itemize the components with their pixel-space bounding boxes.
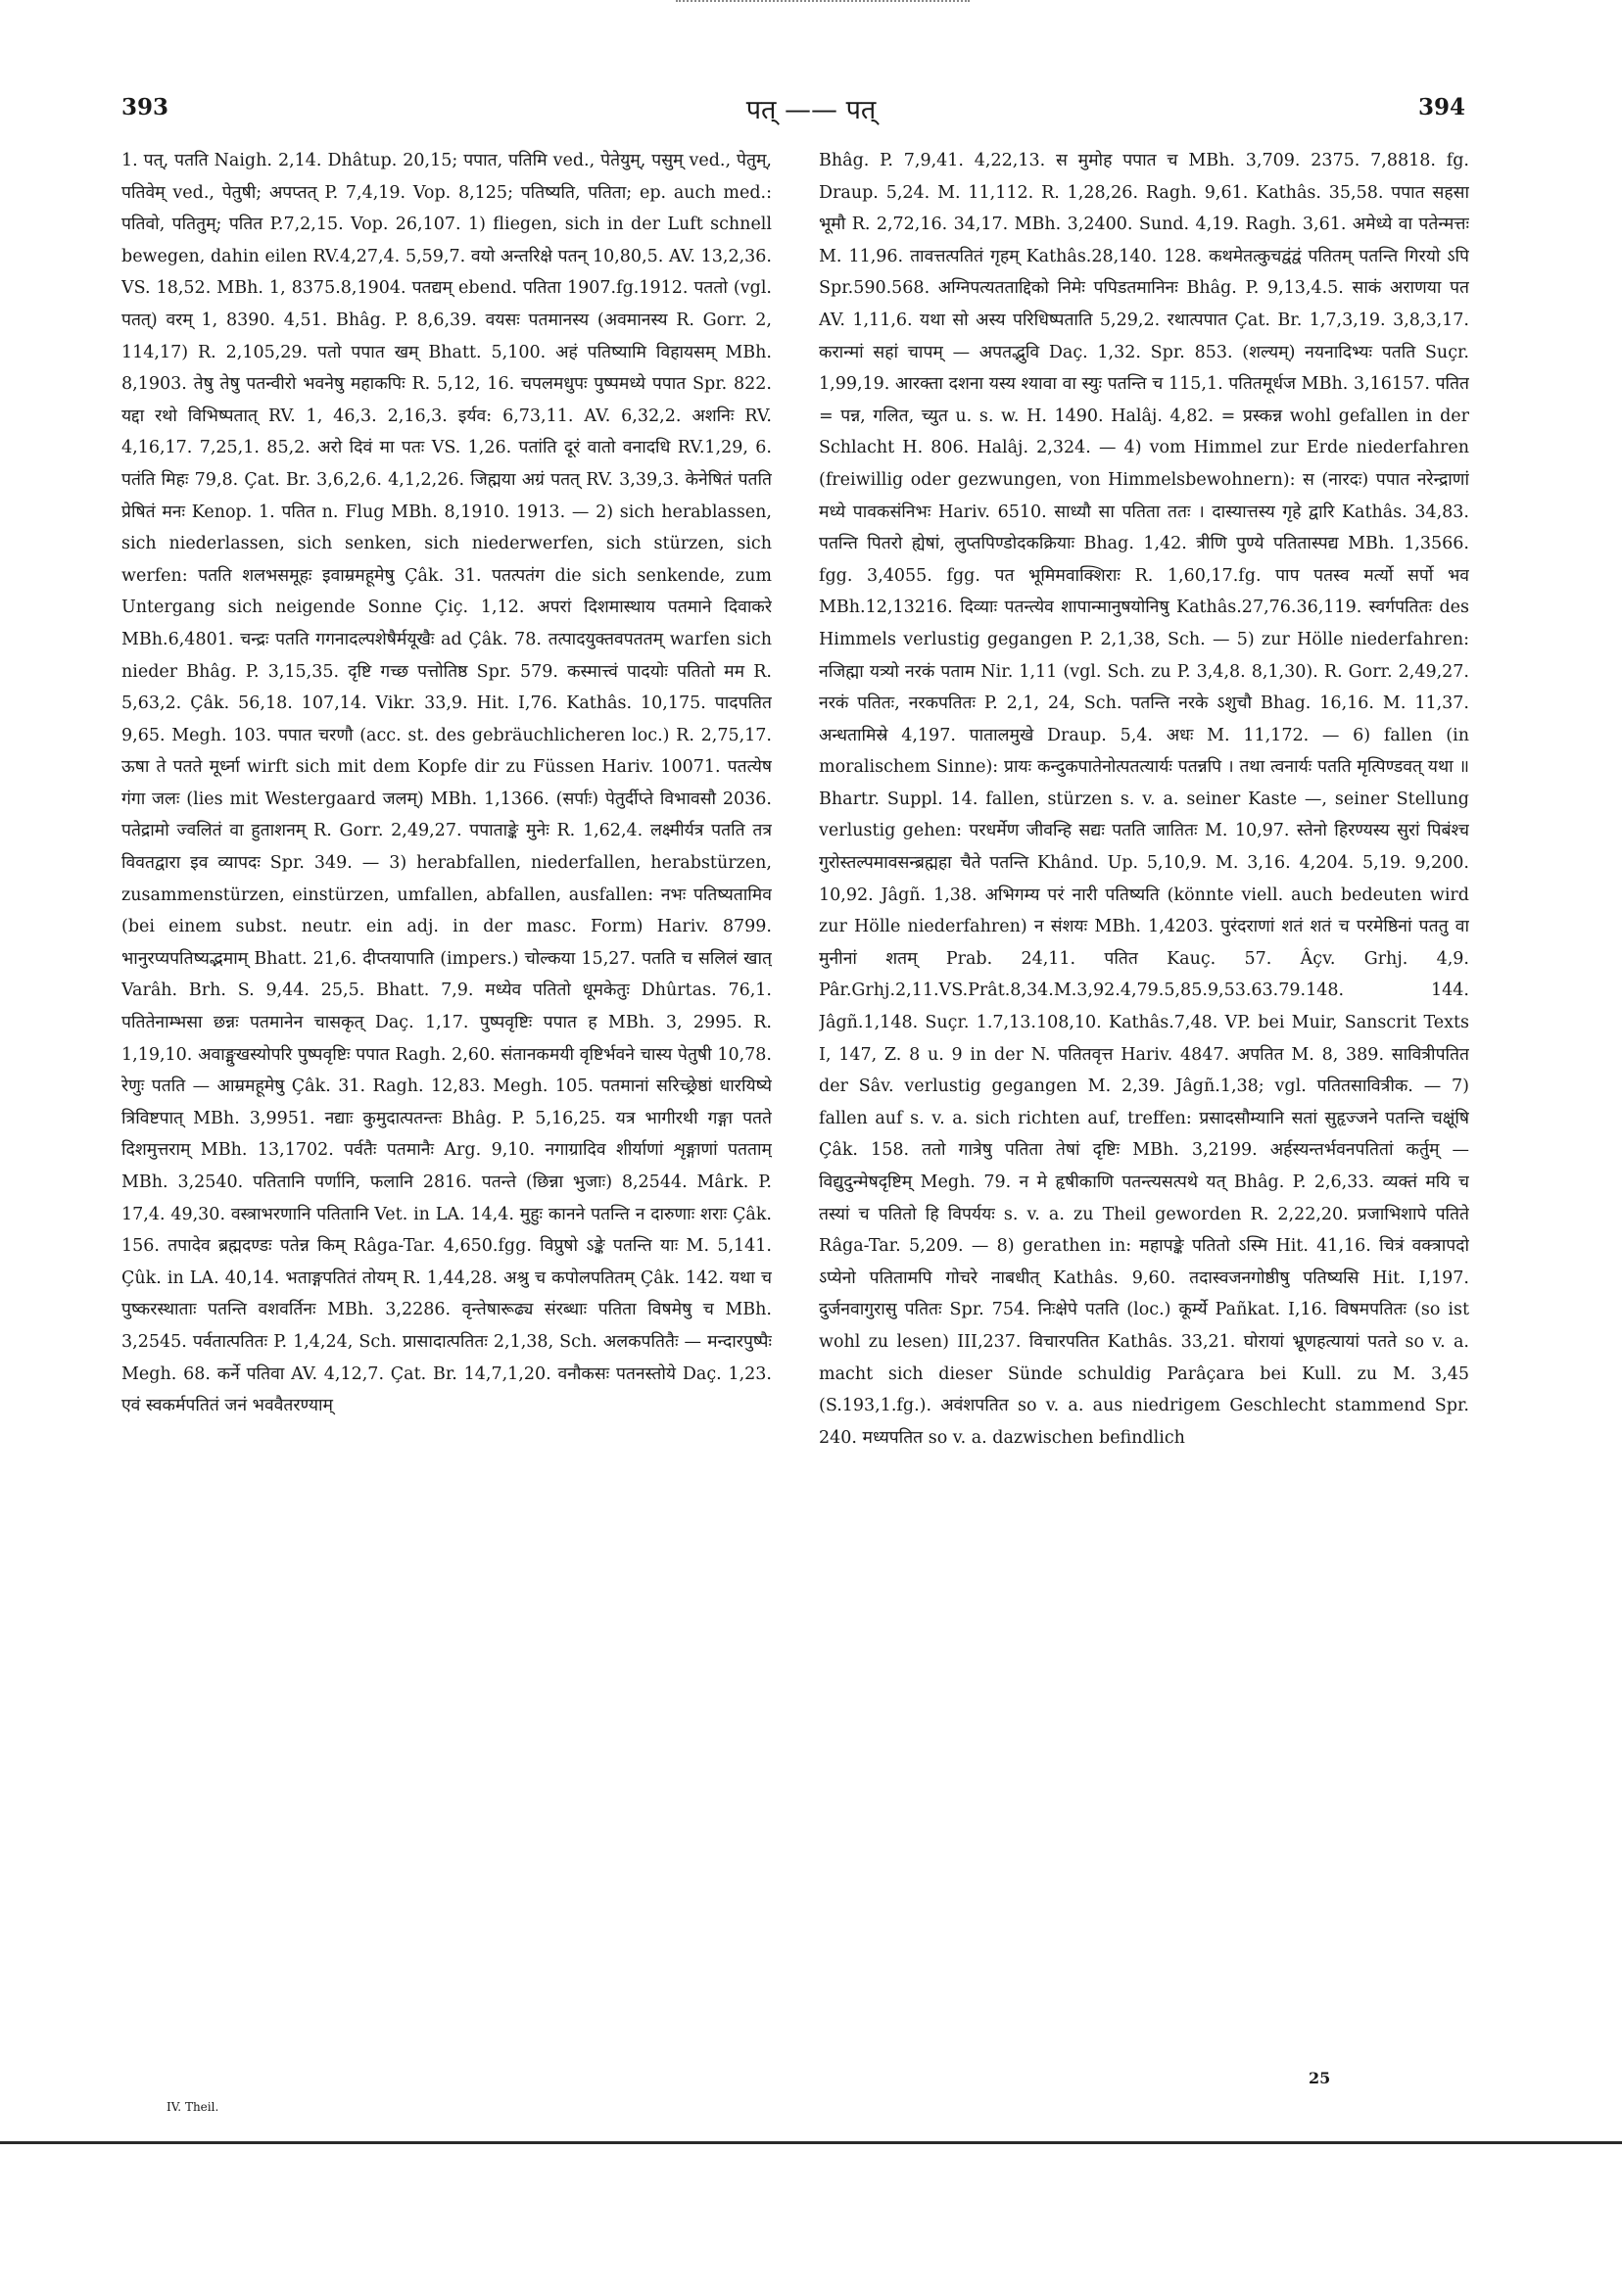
right-column <box>819 145 1469 2059</box>
top-edge-fragment <box>676 0 970 8</box>
right-page-number: 394 <box>1417 94 1465 120</box>
volume-note: IV. Theil. <box>167 2100 219 2114</box>
left-page-number: 393 <box>121 94 169 120</box>
signature-mark: 25 <box>1309 2069 1331 2087</box>
bottom-rule <box>0 2141 1622 2144</box>
running-head: पत् —— पत् <box>745 95 877 125</box>
left-column-text: 1. पत्, पतति Naigh. 2,14. Dhâtup. 20,15; पपात, पतिमि ved., पेतेयुम्, पसुम् ved., पेतुम्, पतिवेम् ved., पेतुषी; अपप्तत् P. 7,4,19. Vop. 8,125; पतिष्यति, पतिता; ep. auch med.: पतिवो, पतितुम्; पतित P.7,2,15. Vop. 26,107. 1) fliegen, sich in der Luft schnell bewegen, dahin eilen RV.4,27,4. 5,59,7. वयो अन्तरिक्षे पतन् 10,80,5. AV. 13,2,36. VS. 18,52. MBh. 1, 8375.8,1904. पतद्यम् ebend. पतिता 1907.fg.1912. पततो (vgl. पतत्) वरम् 1, 8390. 4,51. Bhâg. P. 8,6,39. वयसः पतमानस्य (अवमानस्य R. Gorr. 2, 114,17) R. 2,105,29. पतो पपात खम् Bhatt. 5,100. अहं पतिष्यामि विहायसम् MBh. 8,1903. तेषु तेषु पतन्वीरो भवनेषु महाकपिः R. 5,12, 16. चपलमधुपः पुष्पमध्ये पपात Spr. 822. यद्दा रथो विभिष्पतात् RV. 1, 46,3. 2,16,3. इर्यव: 6,73,11. AV. 6,32,2. अशनिः RV. 4,16,17. 7,25,1. 85,2. अरो दिवं मा पतः VS. 1,26. पतांति दूरं वातो वनादधि RV.1,29, 6. पतंति मिहः 79,8. Çat. Br. 3,6,2,6. 4,1,2,26. जिह्मया अग्रं पतत् RV. 3,39,3. केनेषितं पतति प्रेषितं मनः Kenop. 1. पतित n. Flug MBh. 8,1910. 1913. — 2) sich herablassen, sich niederlassen, sich senken, sich niederwerfen, sich stürzen, sich werfen: पतति शलभसमूहः इवाम्रमहूमेषु Çâk. 31. पतत्पतंग die sich senkende, zum Untergang sich neigende Sonne Çiç. 1,12. अपरां दिशमास्थाय पतमाने दिवाकरे MBh.6,4801. चन्द्रः पतति गगनादल्पशेषैर्मयूखैः ad Çâk. 78. तत्पादयुक्तवपततम् warfen sich nieder Bhâg. P. 3,15,35. दृष्टि गच्छ पत्तोतिष्ठ Spr. 579. कस्मात्त्वं पादयोः पतितो मम R. 5,63,2. Çâk. 56,18. 107,14. Vikr. 33,9. Hit. I,76. Kathâs. 10,175. पादपतित 9,65. Megh. 103. पपात चरणौ (acc. st. des gebräuchlicheren loc.) R. 2,75,17. ऊषा ते पतते मूर्ध्ना wirft sich mit dem Kopfe dir zu Füssen Hariv. 10071. पतत्येष गंगा जलः (lies mit Westergaard जलम्) MBh. 1,1366. (सर्पाः) पेतुर्दीप्ते विभावसौ 2036. पतेद्रामो ज्वलितं वा हुताशनम् R. Gorr. 2,49,27. पपाताङ्के मुनेः R. 1,62,4. लक्ष्मीर्यत्र पतति तत्र विवतद्वारा इव व्यापदः Spr. 349. — 3) herabfallen, niederfallen, herabstürzen, zusammenstürzen, einstürzen, umfallen, abfallen, ausfallen: नभः पतिष्यतामिव (bei einem subst. neutr. ein adj. in der masc. Form) Hariv. 8799. भानुरप्यपतिष्यद्भमाम् Bhatt. 21,6. दीप्तयापाति (impers.) चोल्कया 15,27. पतति च सलिलं खात् Varâh. Brh. S. 9,44. 25,5. Bhatt. 7,9. मध्येव पतितो धूमकेतुः Dhûrtas. 76,1. पतितेनाम्भसा छन्नः पतमानेन चासकृत् Daç. 1,17. पुष्पवृष्टिः पपात ह MBh. 3, 2995. R. 1,19,10. अवाङ्मुखस्योपरि पुष्पवृष्टिः पपात Ragh. 2,60. संतानकमयी वृष्टिर्भवने चास्य पेतुषी 10,78. रेणुः पतति — आम्रमहूमेषु Çâk. 31. Ragh. 12,83. Megh. 105. पतमानां सरिच्छ्रेष्ठां धारयिष्ये त्रिविष्टपात् MBh. 3,9951. नद्याः कुमुदात्पतन्तः Bhâg. P. 5,16,25. यत्र भागीरथी गङ्गा पतते दिशमुत्तराम् MBh. 13,1702. पर्वतैः पतमानैः Arg. 9,10. नगाग्रादिव शीर्याणां शृङ्गाणां पतताम् MBh. 3,2540. पतितानि पर्णानि, फलानि 2816. पतन्ते (छिन्ना भुजाः) 8,2544. Mârk. P. 17,4. 49,30. वस्त्राभरणानि पतितानि Vet. in LA. 14,4. मुहुः कानने पतन्ति न दारुणाः शराः Çâk. 156. तपादेव ब्रह्मदण्डः पतेन्न किम् Râga-Tar. 4,650.fgg. विप्रुषो ऽङ्के पतन्ति याः M. 5,141. Çûk. in LA. 40,14. भताङ्गपतितं तोयम् R. 1,44,28. अश्रु च कपोलपतितम् Çâk. 142. यथा च पुष्करस्थाताः पतन्ति वशवर्तिनः MBh. 3,2286. वृन्तेषारूढ्य संरब्धाः पतिता विषमेषु च MBh. 3,2545. पर्वतात्पतितः P. 1,4,24, Sch. प्रासादात्पतितः 2,1,38, Sch. अलकपतितैः — मन्दारपुष्पैः Megh. 68. कर्ने पतिवा AV. 4,12,7. Çat. Br. 14,7,1,20. वनौकसः पतनस्तोये Daç. 1,23. एवं स्वकर्मपतितं जनं भववैतरण्याम् <box>121 151 772 1416</box>
right-column-text: Bhâg. P. 7,9,41. 4,22,13. स मुमोह पपात च MBh. 3,709. 2375. 7,8818. fg. Draup. 5,24. M. 11,112. R. 1,28,26. Ragh. 9,61. Kathâs. 35,58. पपात सहसा भूमौ R. 2,72,16. 34,17. MBh. 3,2400. Sund. 4,19. Ragh. 3,61. अमेध्ये वा पतेन्मत्तः M. 11,96. तावत्तत्पतितं गृहम् Kathâs.28,140. 128. कथमेतत्कुचद्वंद्वं पतितम् पतन्ति गिरयो ऽपि Spr.590.568. अग्निपत्यतताद्दिको निमेः पपिडतमानिनः Bhâg. P. 9,13,4.5. साकं अराणया पत AV. 1,11,6. यथा सो अस्य परिधिष्पताति 5,29,2. रथात्पपात Çat. Br. 1,7,3,19. 3,8,3,17. करान्मां सहां चापम् — अपतद्भुवि Daç. 1,32. Spr. 853. (शल्यम्) नयनादिभ्यः पतति Suçr. 1,99,19. आरक्ता दशना यस्य श्यावा वा स्युः पतन्ति च 115,1. पतितमूर्धज MBh. 3,16157. पतित = पन्न, गलित, च्युत u. s. w. H. 1490. Halâj. 4,82. = प्रस्कन्न wohl gefallen in der Schlacht H. 806. Halâj. 2,324. — 4) vom Himmel zur Erde niederfahren (freiwillig oder gezwungen, von Himmelsbewohnern): स (नारदः) पपात नरेन्द्राणां मध्ये पावकसंनिभः Hariv. 6510. साध्यौ सा पतिता ततः । दास्यात्तस्य गृहे द्वारि Kathâs. 34,83. पतन्ति पितरो ह्येषां, लुप्तपिण्डोदकक्रियाः Bhag. 1,42. त्रीणि पुण्ये पतितास्पद्य MBh. 1,3566. fgg. 3,4055. fgg. पत भूमिमवाक्शिराः R. 1,60,17.fg. पाप पतस्व मर्त्यो सर्पो भव MBh.12,13216. दिव्याः पतन्त्येव शापान्मानुषयोनिषु Kathâs.27,76.36,119. स्वर्गपतितः des Himmels verlustig gegangen P. 2,1,38, Sch. — 5) zur Hölle niederfahren: नजिह्मा यत्र्यो नरकं पताम Nir. 1,11 (vgl. Sch. zu P. 3,4,8. 8,1,30). R. Gorr. 2,49,27. नरकं पतितः, नरकपतितः P. 2,1, 24, Sch. पतन्ति नरके ऽशुचौ Bhag. 16,16. M. 11,37. अन्धतामिस्रे 4,197. पातालमुखे Draup. 5,4. अधः M. 11,172. — 6) fallen (in moralischem Sinne): प्रायः कन्दुकपातेनोत्पतत्यार्यः पतन्नपि । तथा त्वनार्यः पतति मृत्पिण्डवत् यथा ॥ Bhartr. Suppl. 14. fallen, stürzen s. v. a. seiner Kaste —, seiner Stellung verlustig gehen: परधर्मेण जीवन्हि सद्यः पतति जातितः M. 10,97. स्तेनो हिरण्यस्य सुरां पिबंश्च गुरोस्तल्पमावसन्ब्रह्महा चैते पतन्ति Khând. Up. 5,10,9. M. 3,16. 4,204. 5,19. 9,200. 10,92. Jâgñ. 1,38. अभिगम्य परं नारी पतिष्यति (könnte viell. auch bedeuten wird zur Hölle niederfahren) न संशयः MBh. 1,4203. पुरंदराणां शतं शतं च परमेष्ठिनां पततु वा मुनीनां शतम् Prab. 24,11. पतित Kauç. 57. Âçv. Grhj. 4,9. Pâr.Grhj.2,11.VS.Prât.8,34.M.3,92.4,79.5,85.9,53.63.79.148. 144. Jâgñ.1,148. Suçr. 1.7,13.108,10. Kathâs.7,48. VP. bei Muir, Sanscrit Texts I, 147, Z. 8 u. 9 in der N. पतितवृत्त Hariv. 4847. अपतित M. 8, 389. सावित्रीपतित der Sâv. verlustig gegangen M. 2,39. Jâgñ.1,38; vgl. पतितसावित्रीक. — 7) fallen auf s. v. a. sich richten auf, treffen: प्रसादसौम्यानि सतां सुहृज्जने पतन्ति चक्षूंषि Çâk. 158. ततो गात्रेषु पतिता तेषां दृष्टिः MBh. 3,2199. अर्हस्यन्तर्भवनपतितां कर्तुम् — विद्युदुन्मेषदृष्टिम् Megh. 79. न मे हृषीकाणि पतन्त्यसत्पथे यत् Bhâg. P. 2,6,33. व्यक्तं मयि च तस्यां च पतितो हि विपर्ययः s. v. a. zu Theil geworden R. 2,22,20. प्रजाभिशापे पतिते Râga-Tar. 5,209. — 8) gerathen in: महापङ्के पतितो ऽस्मि Hit. 41,16. चित्रं वक्त्रापदो ऽप्येनो पतितामपि गोचरे नाबधीत् Kathâs. 9,60. तदास्वजनगोष्ठीषु पतिष्यसि Hit. I,197. दुर्जनवागुरासु पतितः Spr. 754. निःक्षेपे पतति (loc.) कूर्म्ये Pañkat. I,16. विषमपतितः (so ist wohl zu lesen) III,237. विचारपतित Kathâs. 33,21. घोरायां भ्रूणहत्यायां पतते so v. a. macht sich dieser Sünde schuldig Parâçara bei Kull. zu M. 3,45 (S.193,1.fg.). अवंशपतित so v. a. aus niedrigem Geschlecht stammend Spr. 240. मध्यपतित so v. a. dazwischen befindlich <box>819 151 1469 1448</box>
left-column <box>121 145 772 2114</box>
